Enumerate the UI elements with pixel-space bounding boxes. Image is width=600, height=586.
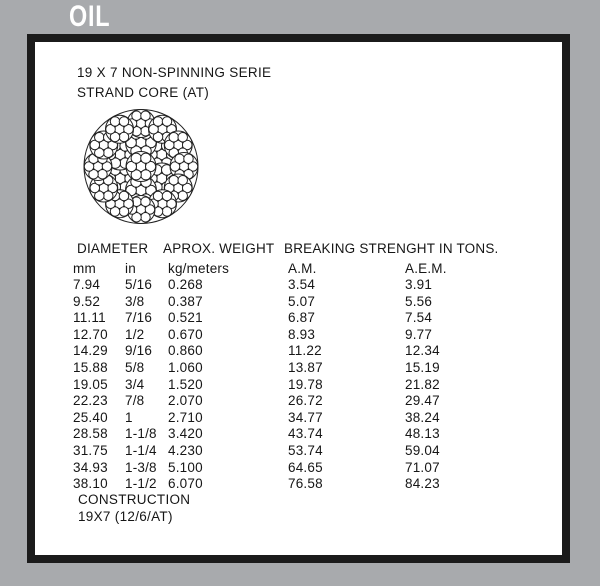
table-cell: 19.05 — [73, 376, 108, 392]
table-cell: 2.710 — [168, 409, 203, 425]
table-cell: 13.87 — [288, 359, 323, 375]
table-cell: 3.91 — [405, 277, 433, 292]
table-cell: 7.54 — [405, 310, 433, 326]
construction-label: CONSTRUCTION — [78, 492, 191, 507]
table-cell: 7/8 — [125, 393, 145, 409]
table-cell: 9.52 — [73, 293, 101, 309]
table-cell: 84.23 — [405, 476, 440, 492]
table-cell: 5/16 — [125, 277, 153, 292]
column-header-mm: mm — [73, 261, 96, 276]
table-cell: 71.07 — [405, 459, 440, 475]
table-cell: 1.060 — [168, 359, 203, 375]
table-cell: 76.58 — [288, 476, 323, 492]
spec-sheet-content — [35, 42, 562, 555]
table-cell: 1-1/8 — [125, 426, 157, 442]
header-group-diameter: DIAMETER — [77, 241, 149, 256]
column-header-aem: A.E.M. — [405, 261, 447, 276]
table-cell: 1 — [125, 409, 133, 425]
header-group-aprox-weight: APROX. WEIGHT — [163, 241, 275, 256]
table-cell: 53.74 — [288, 442, 323, 458]
table-row — [35, 294, 562, 311]
table-cell: 14.29 — [73, 343, 108, 359]
table-body — [35, 277, 562, 493]
construction-value: 19X7 (12/6/AT) — [78, 509, 173, 524]
table-cell: 5.56 — [405, 293, 433, 309]
table-row — [35, 310, 562, 327]
header-group-breaking-strength: BREAKING STRENGHT IN TONS. — [284, 241, 499, 256]
table-cell: 26.72 — [288, 393, 323, 409]
table-cell: 4.230 — [168, 442, 203, 458]
table-cell: 19.78 — [288, 376, 323, 392]
spec-sheet-card — [27, 34, 570, 563]
construction-note — [78, 491, 190, 525]
table-row — [35, 343, 562, 360]
table-cell: 6.87 — [288, 310, 316, 326]
table-cell: 21.82 — [405, 376, 440, 392]
table-cell: 6.070 — [168, 476, 203, 492]
table-cell: 64.65 — [288, 459, 323, 475]
table-row — [35, 410, 562, 427]
table-cell: 0.387 — [168, 293, 203, 309]
table-header-groups — [35, 241, 562, 257]
table-cell: 15.19 — [405, 359, 440, 375]
wire-rope-cross-section-diagram — [83, 108, 199, 225]
table-cell: 1-3/8 — [125, 459, 157, 475]
table-cell: 3/8 — [125, 293, 145, 309]
table-cell: 11.11 — [73, 310, 106, 326]
table-cell: 5/8 — [125, 359, 145, 375]
table-cell: 0.268 — [168, 277, 203, 292]
table-cell: 1-1/4 — [125, 442, 157, 458]
table-cell: 5.100 — [168, 459, 203, 475]
table-cell: 3.420 — [168, 426, 203, 442]
table-row — [35, 393, 562, 410]
table-cell: 1-1/2 — [125, 476, 157, 492]
column-header-kg-meters: kg/meters — [168, 261, 230, 276]
table-cell: 0.670 — [168, 326, 203, 342]
table-cell: 5.07 — [288, 293, 316, 309]
table-cell: 1.520 — [168, 376, 203, 392]
table-row — [35, 377, 562, 394]
table-cell: 28.58 — [73, 426, 108, 442]
table-cell: 0.521 — [168, 310, 203, 326]
table-cell: 34.93 — [73, 459, 108, 475]
table-column-headers — [35, 261, 562, 277]
table-cell: 3.54 — [288, 277, 316, 292]
table-cell: 8.93 — [288, 326, 316, 342]
table-row — [35, 327, 562, 344]
product-title — [77, 63, 271, 103]
table-cell: 7/16 — [125, 310, 153, 326]
table-cell: 9.77 — [405, 326, 433, 342]
table-cell: 3/4 — [125, 376, 145, 392]
table-row — [35, 443, 562, 460]
table-row — [35, 426, 562, 443]
table-row — [35, 277, 562, 294]
brand-logo: OIL — [69, 0, 111, 33]
table-cell: 11.22 — [288, 343, 322, 359]
table-row — [35, 360, 562, 377]
table-cell: 1/2 — [125, 326, 145, 342]
table-cell: 38.24 — [405, 409, 440, 425]
table-cell: 43.74 — [288, 426, 323, 442]
table-cell: 2.070 — [168, 393, 203, 409]
table-cell: 34.77 — [288, 409, 323, 425]
table-cell: 22.23 — [73, 393, 108, 409]
table-cell: 9/16 — [125, 343, 153, 359]
table-cell: 12.34 — [405, 343, 440, 359]
table-cell: 31.75 — [73, 442, 108, 458]
table-cell: 12.70 — [73, 326, 108, 342]
table-cell: 15.88 — [73, 359, 108, 375]
table-cell: 0.860 — [168, 343, 203, 359]
table-row — [35, 460, 562, 477]
column-header-am: A.M. — [288, 261, 317, 276]
table-cell: 25.40 — [73, 409, 108, 425]
table-cell: 38.10 — [73, 476, 108, 492]
product-title-line-1: 19 X 7 NON-SPINNING SERIE — [77, 65, 272, 80]
table-cell: 29.47 — [405, 393, 440, 409]
column-header-in: in — [125, 261, 136, 276]
table-cell: 48.13 — [405, 426, 440, 442]
table-cell: 59.04 — [405, 442, 440, 458]
product-title-line-2: STRAND CORE (AT) — [77, 85, 210, 100]
table-cell: 7.94 — [73, 277, 101, 292]
